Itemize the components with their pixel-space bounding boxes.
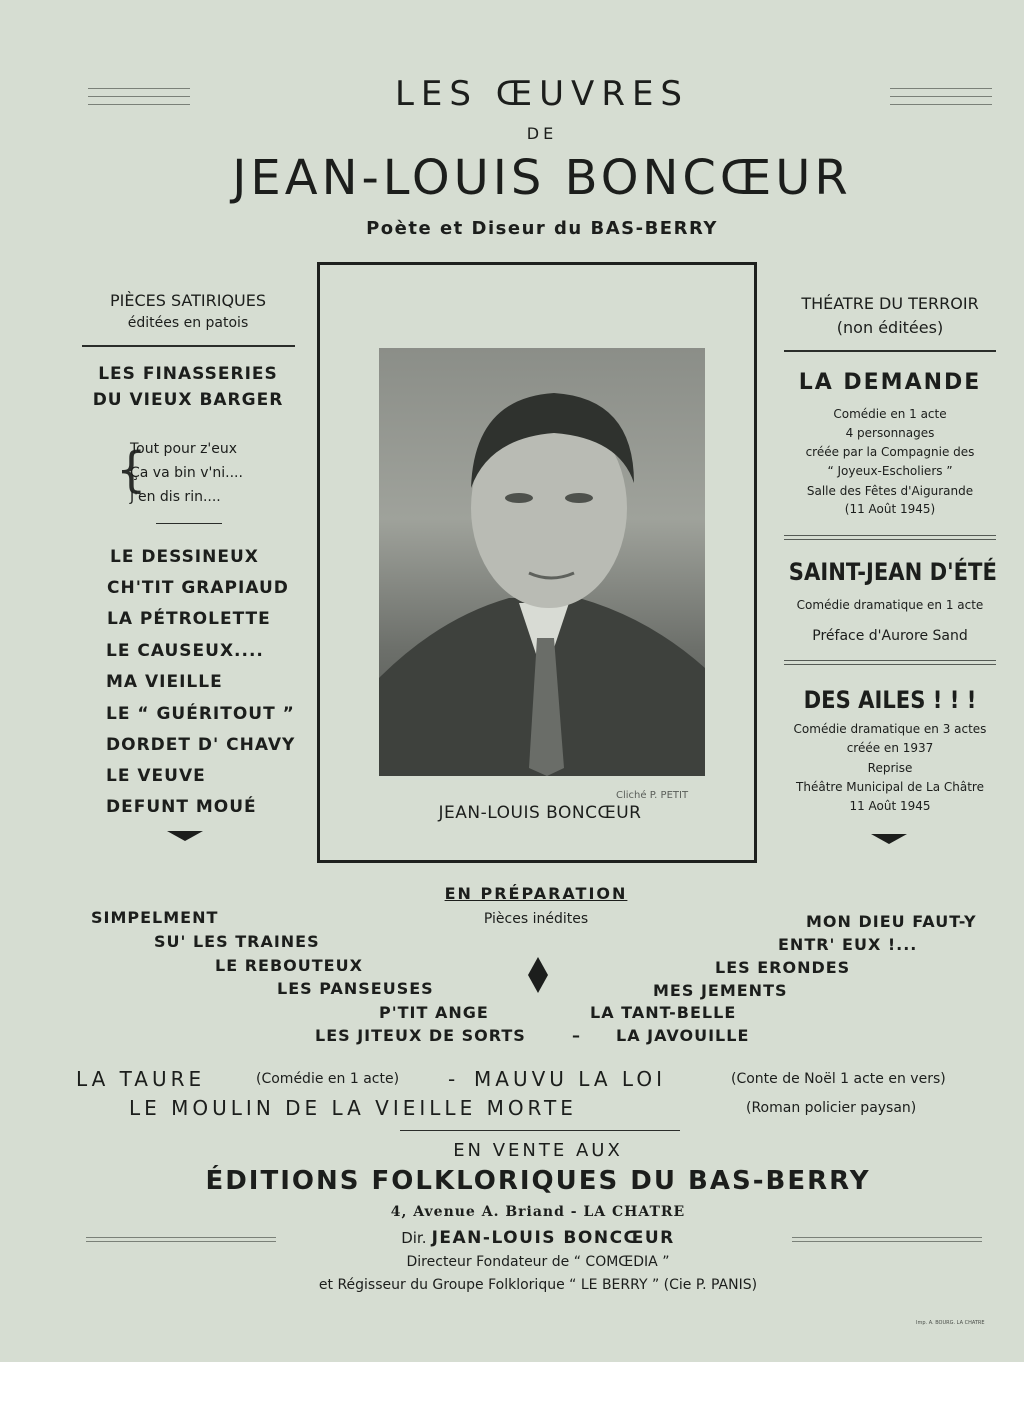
left-subheading: éditées en patois	[127, 315, 249, 331]
decorative-line	[86, 1241, 276, 1242]
play-detail: Théâtre Municipal de La Châtre	[796, 780, 984, 794]
photo-credit: Cliché P. PETIT	[616, 790, 689, 801]
left-title-line-2: DU VIEUX BARGER	[92, 390, 284, 410]
left-item: DORDET D' CHAVY	[106, 735, 296, 755]
play-detail: (11 Août 1945)	[844, 502, 936, 516]
director-name: JEAN-LOUIS BONCŒUR	[431, 1228, 675, 1248]
prep-left-item: LE REBOUTEUX	[215, 956, 363, 975]
prep-right-item: MON DIEU FAUT-Y	[806, 912, 977, 931]
work-note: (Comédie en 1 acte)	[256, 1071, 400, 1087]
director-title-1: Directeur Fondateur de “ COMŒDIA ”	[406, 1254, 670, 1270]
left-heading: PIÈCES SATIRIQUES	[109, 291, 267, 310]
down-arrow-icon	[871, 834, 907, 844]
play-title: LA DEMANDE	[798, 370, 982, 395]
left-item: LE CAUSEUX....	[106, 641, 264, 661]
down-arrow-icon	[167, 831, 203, 841]
left-item: DEFUNT MOUÉ	[106, 797, 257, 817]
right-double-rule	[784, 535, 996, 540]
work-note: (Conte de Noël 1 acte en vers)	[731, 1071, 946, 1087]
work-title: MAUVU LA LOI	[474, 1067, 666, 1091]
play-title: SAINT-JEAN D'ÉTÉ	[788, 558, 997, 586]
preparation-subheading: Pièces inédites	[483, 911, 589, 927]
work-title: LE MOULIN DE LA VIEILLE MORTE	[129, 1096, 577, 1120]
play-detail: Reprise	[867, 761, 913, 775]
work-note: (Roman policier paysan)	[746, 1100, 917, 1116]
prep-left-item: LES PANSEUSES	[277, 979, 434, 998]
play-detail: Salle des Fêtes d'Aigurande	[806, 484, 974, 498]
verse-line: Tout pour z'eux	[130, 441, 238, 457]
author-name: JEAN-LOUIS BONCŒUR	[232, 150, 852, 206]
prep-right-item: LA TANT-BELLE	[590, 1003, 737, 1022]
play-detail: “ Joyeux-Escholiers ”	[827, 464, 953, 478]
play-detail: créée par la Compagnie des	[805, 445, 975, 459]
play-detail: Comédie dramatique en 1 acte	[796, 598, 984, 612]
left-short-rule	[156, 523, 222, 524]
prep-left-item: SIMPELMENT	[91, 908, 219, 927]
header-line-2: DE	[526, 124, 558, 143]
director-line	[0, 1228, 1024, 1248]
prep-right-item: LA JAVOUILLE	[616, 1026, 750, 1045]
prep-left-item: P'TIT ANGE	[379, 1003, 489, 1022]
right-double-rule	[784, 660, 996, 665]
right-rule	[784, 350, 996, 352]
prep-dash: –	[572, 1026, 581, 1045]
play-detail: Comédie en 1 acte	[833, 407, 947, 421]
footer-rule	[400, 1130, 680, 1131]
decorative-line	[86, 1237, 276, 1238]
play-detail: créée en 1937	[846, 741, 934, 755]
publisher-name: ÉDITIONS FOLKLORIQUES DU BAS-BERRY	[205, 1166, 871, 1196]
photo-caption: JEAN-LOUIS BONCŒUR	[438, 803, 642, 823]
right-subheading: (non éditées)	[836, 318, 944, 337]
play-detail: 4 personnages	[845, 426, 935, 440]
left-item: LA PÉTROLETTE	[107, 609, 271, 629]
portrait-illustration	[379, 348, 705, 776]
left-rule	[82, 345, 295, 347]
director-title-2: et Régisseur du Groupe Folklorique “ LE BERRY ” (Cie P. PANIS)	[318, 1277, 758, 1293]
left-item: MA VIEILLE	[106, 672, 223, 692]
play-detail: Préface d'Aurore Sand	[812, 628, 968, 644]
left-item: CH'TIT GRAPIAUD	[107, 578, 289, 598]
header-line-1: LES ŒUVRES	[394, 74, 690, 114]
prep-left-item: LES JITEUX DE SORTS	[315, 1026, 526, 1045]
left-item: LE “ GUÉRITOUT ”	[106, 704, 295, 724]
publisher-address: 4, Avenue A. Briand - LA CHATRE	[390, 1204, 686, 1220]
prep-right-item: LES ERONDES	[715, 958, 851, 977]
director-prefix: Dir.	[401, 1229, 427, 1247]
decorative-line	[792, 1237, 982, 1238]
work-title: LA TAURE	[76, 1067, 206, 1091]
sale-line: EN VENTE AUX	[453, 1140, 623, 1161]
play-detail: Comédie dramatique en 3 actes	[793, 722, 987, 736]
left-item: LE DESSINEUX	[110, 547, 259, 567]
left-item: LE VEUVE	[106, 766, 206, 786]
work-separator: -	[448, 1067, 460, 1091]
right-heading: THÉATRE DU TERROIR	[801, 294, 979, 313]
verse-line: J'en dis rin....	[130, 489, 221, 505]
play-detail: 11 Août 1945	[849, 799, 931, 813]
prep-left-item: SU' LES TRAINES	[154, 932, 320, 951]
verse-line: Ça va bin v'ni....	[130, 465, 243, 481]
printer-credit: Imp. A. BOURG. LA CHATRE	[916, 1320, 985, 1326]
preparation-heading: EN PRÉPARATION	[444, 884, 628, 903]
prep-right-item: ENTR' EUX !...	[778, 935, 918, 954]
decorative-line	[792, 1241, 982, 1242]
prep-right-item: MES JEMENTS	[653, 981, 788, 1000]
diamond-icon	[528, 957, 548, 993]
play-title: DES AILES ! ! !	[803, 686, 977, 714]
verse-brace: {	[116, 442, 147, 498]
left-title-line-1: LES FINASSERIES	[98, 364, 278, 384]
author-subtitle: Poète et Diseur du BAS-BERRY	[366, 218, 718, 239]
portrait-photo	[379, 348, 705, 776]
